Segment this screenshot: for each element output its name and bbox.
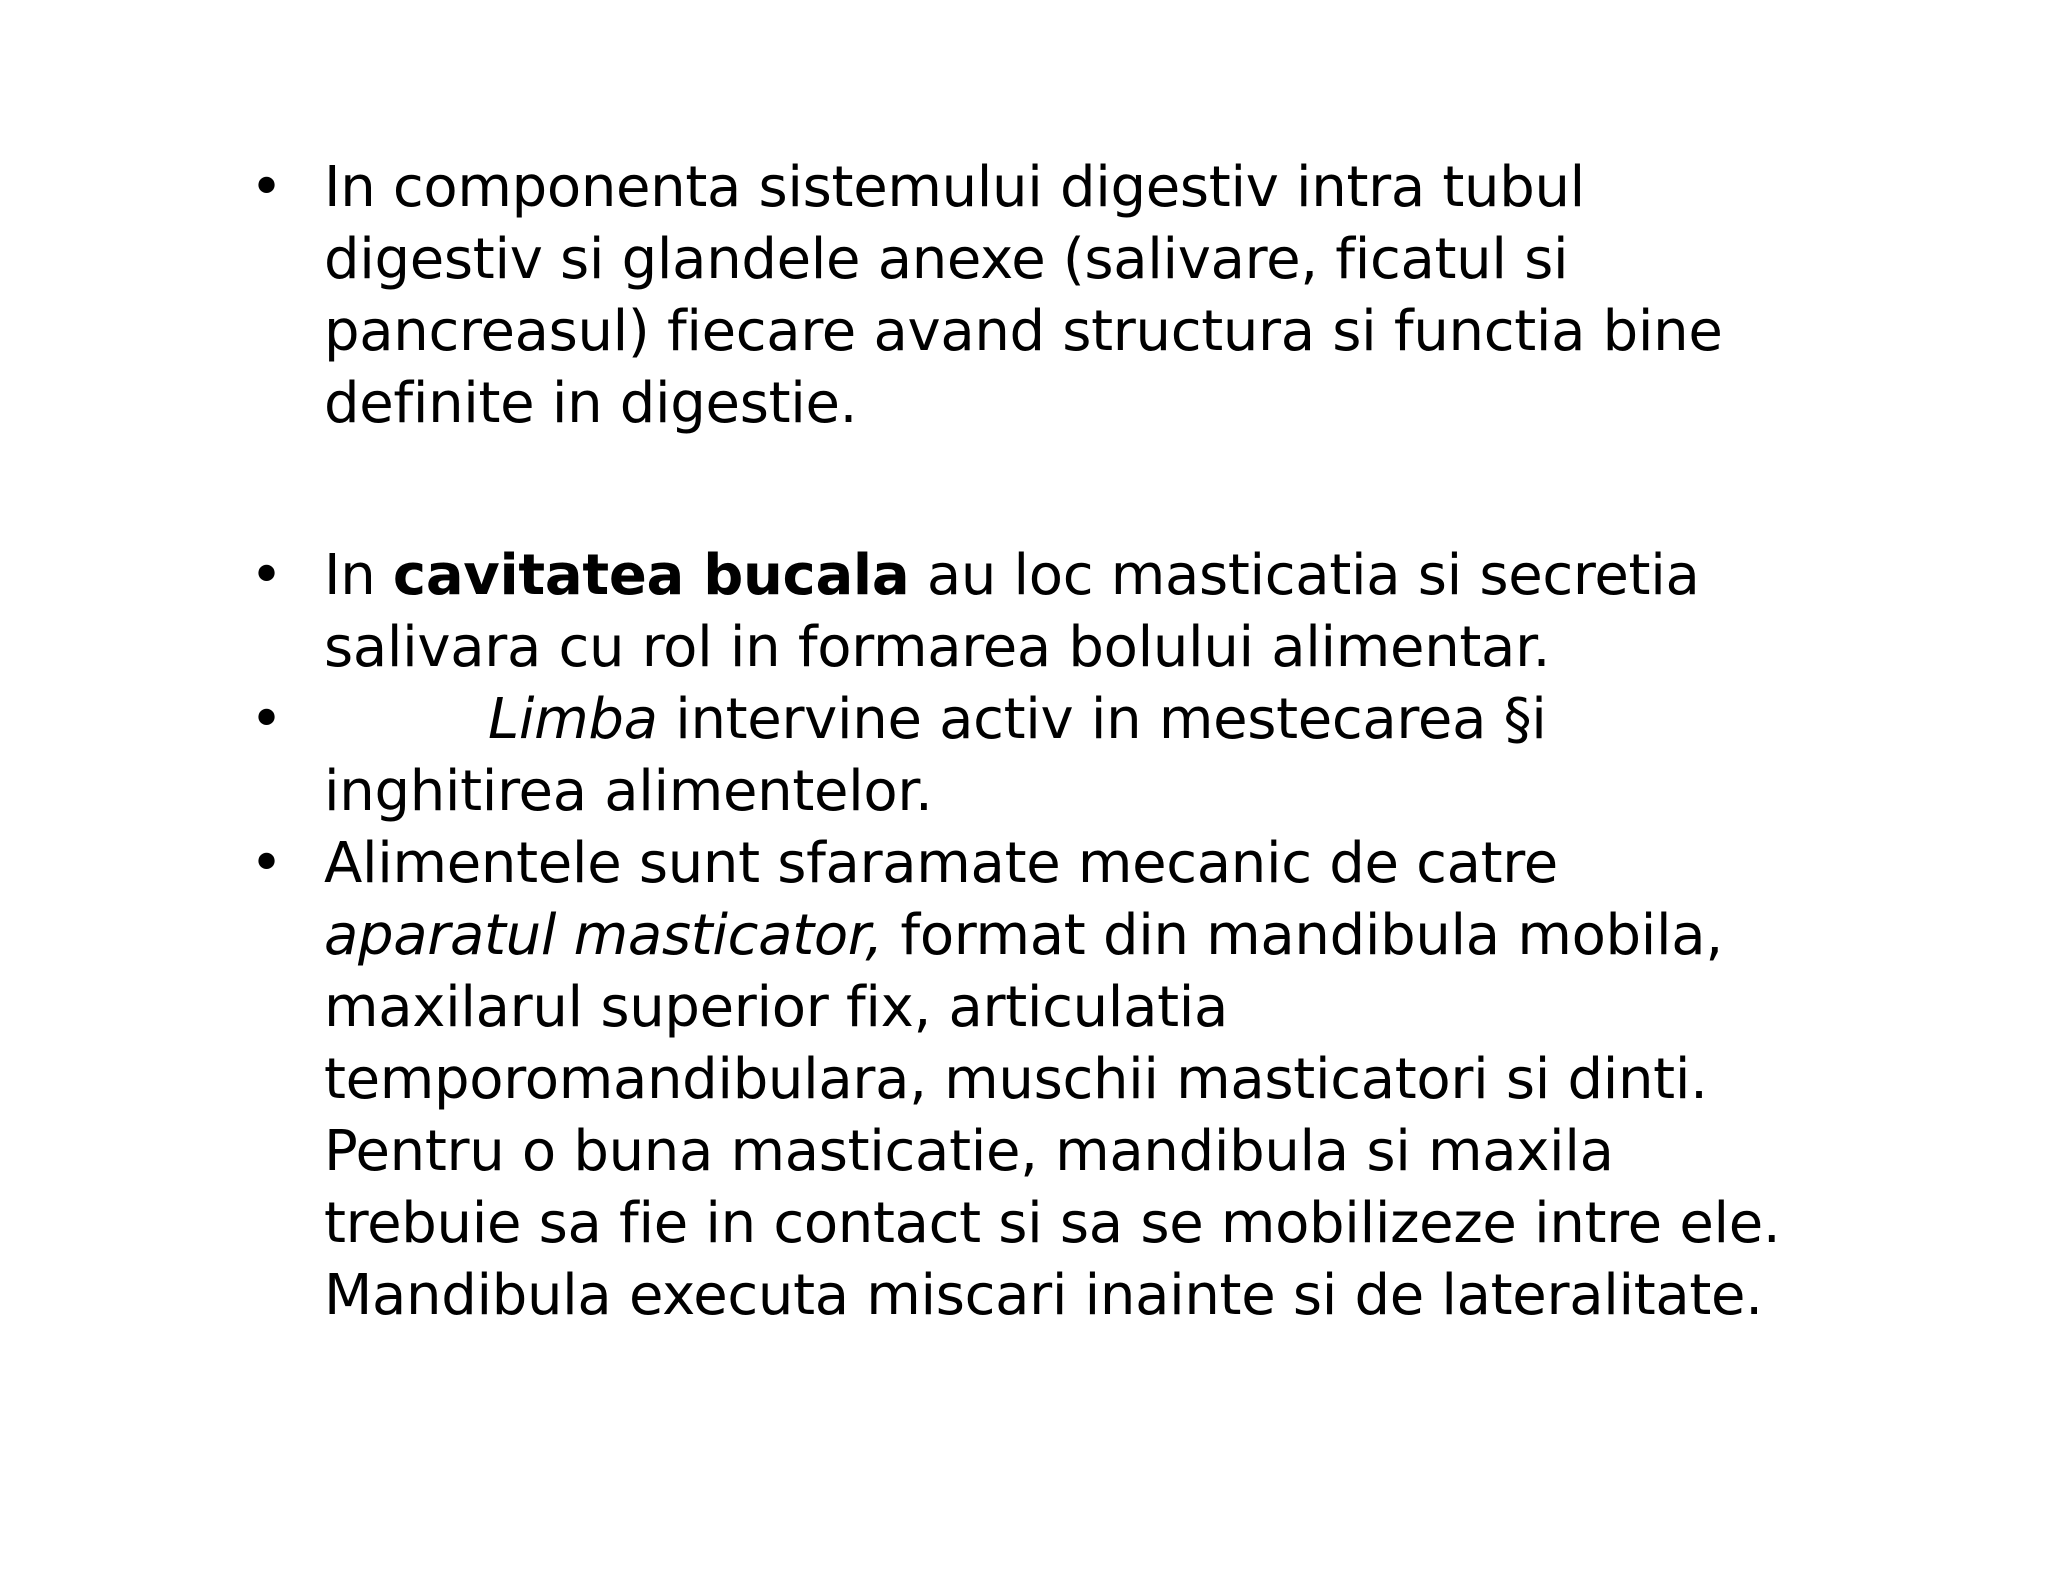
bold-term: cavitatea bucala bbox=[392, 543, 910, 608]
bullet-text-line: salivara cu rol in formarea bolului alimentar. bbox=[324, 615, 1551, 680]
bullet-text-segment: In bbox=[324, 543, 393, 608]
bullet-text-line: Pentru o buna masticatie, mandibula si maxila bbox=[324, 1119, 1614, 1184]
bullet-text-line: Mandibula executa miscari inainte si de lateralitate. bbox=[324, 1263, 1763, 1328]
bullet-text-segment: intervine activ in mestecarea §i bbox=[657, 687, 1547, 752]
bullet-item-oral-cavity bbox=[250, 540, 1890, 684]
bullet-text-line: pancreasul) fiecare avand structura si functia bine bbox=[324, 299, 1723, 364]
bullet-list bbox=[250, 152, 1890, 1332]
bullet-item-masticatory-apparatus bbox=[250, 828, 1890, 1332]
bullet-item-digestive-system bbox=[250, 152, 1890, 440]
bullet-marker: • bbox=[250, 543, 283, 608]
bullet-text-line: trebuie sa fie in contact si sa se mobilizeze intre ele. bbox=[324, 1191, 1781, 1256]
italic-term: Limba bbox=[488, 687, 658, 752]
bullet-marker: • bbox=[250, 687, 283, 752]
bullet-text-line: inghitirea alimentelor. bbox=[324, 759, 933, 824]
bullet-text-line bbox=[324, 684, 1890, 756]
italic-term: aparatul masticator, bbox=[324, 903, 883, 968]
bullet-text-line: In componenta sistemului digestiv intra tubul bbox=[324, 155, 1585, 220]
bullet-text-line bbox=[324, 540, 1890, 612]
bullet-text-line: maxilarul superior fix, articulatia bbox=[324, 975, 1229, 1040]
bullet-text-line: digestiv si glandele anexe (salivare, ficatul si bbox=[324, 227, 1569, 292]
bullet-text-line: Alimentele sunt sfaramate mecanic de catre bbox=[324, 831, 1558, 896]
bullet-marker: • bbox=[250, 831, 283, 896]
bullet-text-line bbox=[324, 900, 1890, 972]
bullet-text-segment: format din mandibula mobila, bbox=[882, 903, 1723, 968]
bullet-marker: • bbox=[250, 155, 283, 220]
bullet-item-tongue bbox=[250, 684, 1890, 828]
bullet-text-line: temporomandibulara, muschii masticatori si dinti. bbox=[324, 1047, 1708, 1112]
bullet-text-segment: au loc masticatia si secretia bbox=[909, 543, 1700, 608]
bullet-text-line: definite in digestie. bbox=[324, 371, 858, 436]
